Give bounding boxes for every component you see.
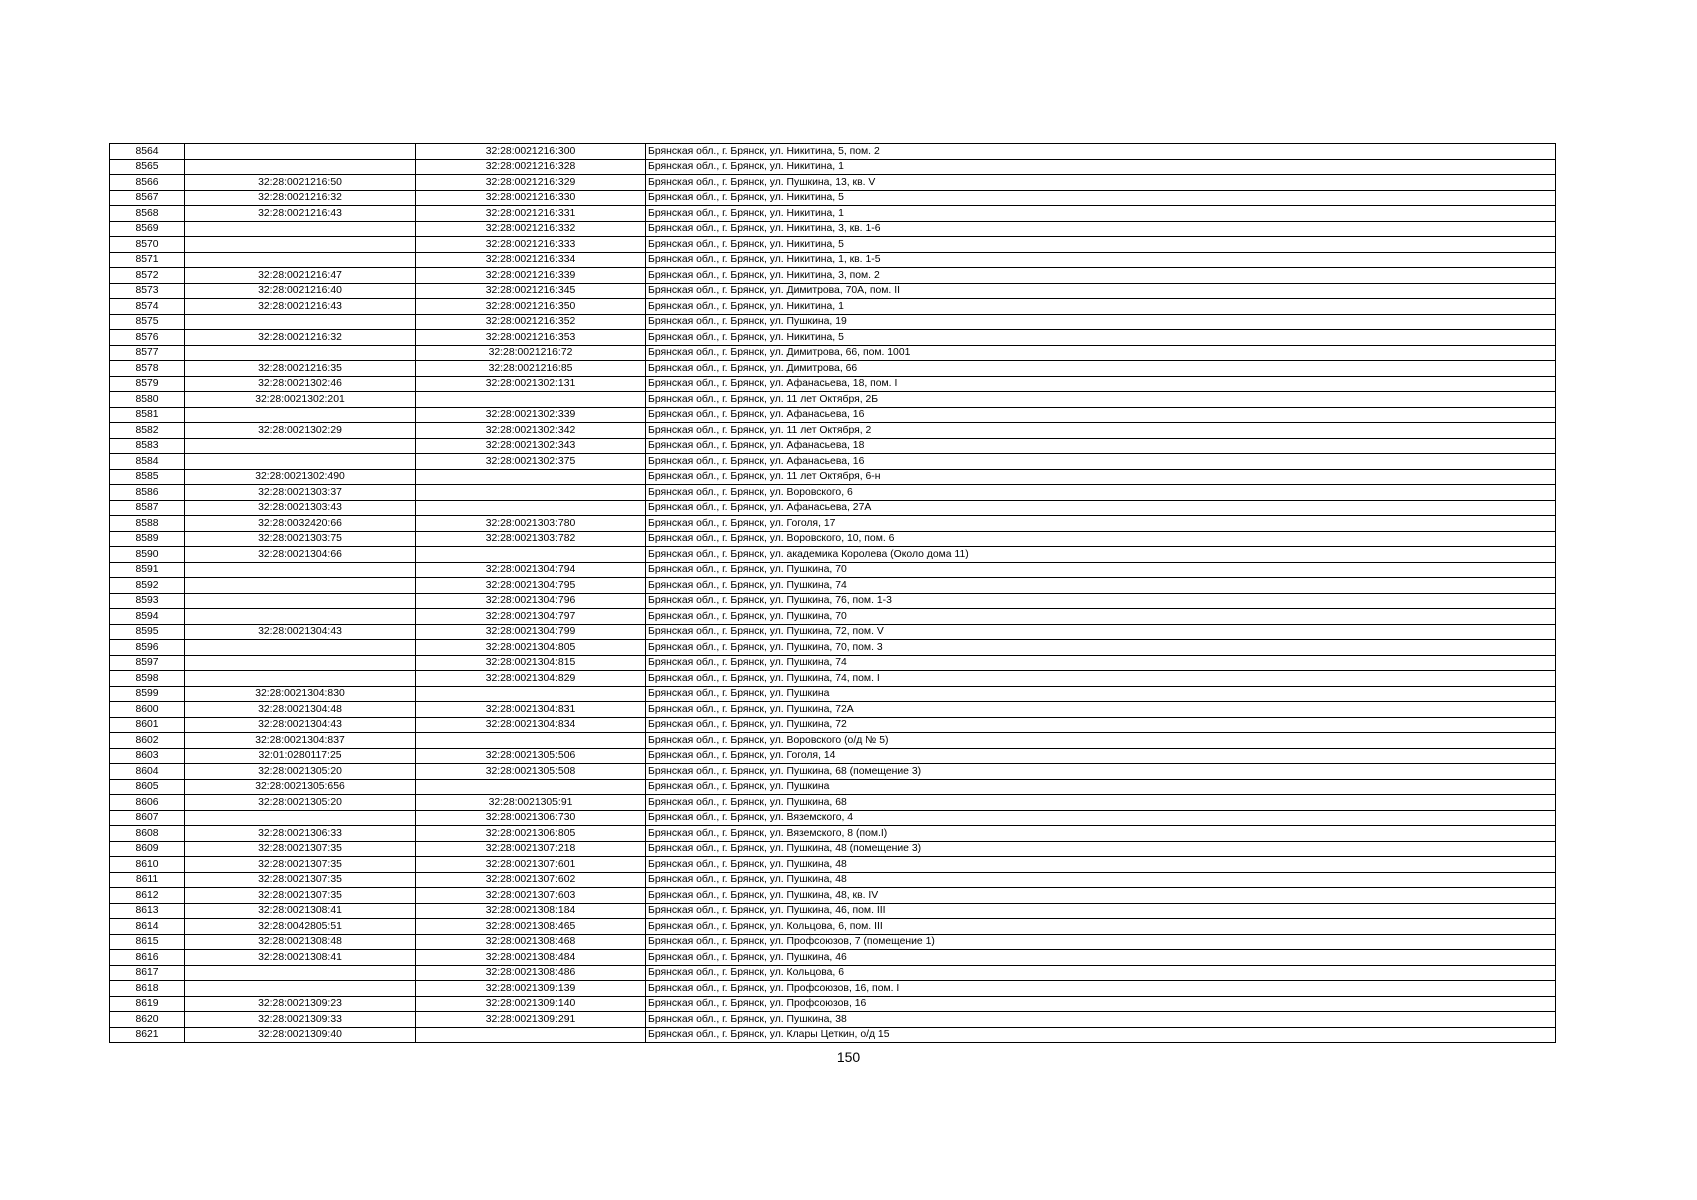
- row-number-cell: 8609: [110, 841, 185, 857]
- table-row: [110, 686, 1556, 702]
- address-cell: Брянская обл., г. Брянск, ул. Вяземского, 4: [646, 810, 1556, 826]
- cadastral-number-cell: 32:28:0021303:37: [185, 485, 416, 501]
- table-row: [110, 237, 1556, 253]
- address-cell: Брянская обл., г. Брянск, ул. Пушкина, 46: [646, 950, 1556, 966]
- cadastral-number-cell: 32:28:0021304:48: [185, 702, 416, 718]
- cadastral-number-cell: 32:28:0021305:20: [185, 795, 416, 811]
- address-cell: Брянская обл., г. Брянск, ул. 11 лет Октября, 2: [646, 423, 1556, 439]
- table-row: [110, 888, 1556, 904]
- table-row: [110, 516, 1556, 532]
- table-row: [110, 330, 1556, 346]
- object-cadastral-number-cell: [416, 1027, 646, 1043]
- table-row: [110, 531, 1556, 547]
- table-row: [110, 361, 1556, 377]
- address-cell: Брянская обл., г. Брянск, ул. Никитина, 3, пом. 2: [646, 268, 1556, 284]
- object-cadastral-number-cell: 32:28:0021304:797: [416, 609, 646, 625]
- object-cadastral-number-cell: 32:28:0021216:350: [416, 299, 646, 315]
- row-number-cell: 8606: [110, 795, 185, 811]
- table-row: [110, 624, 1556, 640]
- address-cell: Брянская обл., г. Брянск, ул. Профсоюзов, 7 (помещение 1): [646, 934, 1556, 950]
- table-row: [110, 500, 1556, 516]
- address-cell: Брянская обл., г. Брянск, ул. Пушкина, 72, пом. V: [646, 624, 1556, 640]
- object-cadastral-number-cell: 32:28:0021216:329: [416, 175, 646, 191]
- row-number-cell: 8608: [110, 826, 185, 842]
- object-cadastral-number-cell: 32:28:0021304:831: [416, 702, 646, 718]
- cadastral-number-cell: 32:28:0021307:35: [185, 841, 416, 857]
- cadastral-number-cell: 32:28:0021304:43: [185, 717, 416, 733]
- object-cadastral-number-cell: 32:28:0021216:345: [416, 283, 646, 299]
- object-cadastral-number-cell: [416, 733, 646, 749]
- address-cell: Брянская обл., г. Брянск, ул. Пушкина, 74, пом. I: [646, 671, 1556, 687]
- object-cadastral-number-cell: 32:28:0021216:352: [416, 314, 646, 330]
- address-cell: Брянская обл., г. Брянск, ул. Пушкина, 72: [646, 717, 1556, 733]
- row-number-cell: 8573: [110, 283, 185, 299]
- cadastral-number-cell: [185, 345, 416, 361]
- address-cell: Брянская обл., г. Брянск, ул. Никитина, 3, кв. 1-6: [646, 221, 1556, 237]
- cadastral-number-cell: 32:28:0021303:75: [185, 531, 416, 547]
- address-cell: Брянская обл., г. Брянск, ул. Пушкина, 48, кв. IV: [646, 888, 1556, 904]
- row-number-cell: 8579: [110, 376, 185, 392]
- cadastral-number-cell: [185, 454, 416, 470]
- table-row: [110, 206, 1556, 222]
- address-cell: Брянская обл., г. Брянск, ул. Кольцова, 6, пом. III: [646, 919, 1556, 935]
- row-number-cell: 8583: [110, 438, 185, 454]
- table-row: [110, 919, 1556, 935]
- cadastral-number-cell: [185, 640, 416, 656]
- table-row: [110, 547, 1556, 563]
- cadastral-number-cell: 32:01:0280117:25: [185, 748, 416, 764]
- table-row: [110, 469, 1556, 485]
- row-number-cell: 8586: [110, 485, 185, 501]
- row-number-cell: 8612: [110, 888, 185, 904]
- object-cadastral-number-cell: [416, 779, 646, 795]
- object-cadastral-number-cell: 32:28:0021306:805: [416, 826, 646, 842]
- cadastral-number-cell: 32:28:0021305:656: [185, 779, 416, 795]
- row-number-cell: 8602: [110, 733, 185, 749]
- row-number-cell: 8587: [110, 500, 185, 516]
- object-cadastral-number-cell: 32:28:0021304:794: [416, 562, 646, 578]
- cadastral-number-cell: 32:28:0021216:47: [185, 268, 416, 284]
- cadastral-number-cell: 32:28:0021308:41: [185, 950, 416, 966]
- address-cell: Брянская обл., г. Брянск, ул. Кольцова, 6: [646, 965, 1556, 981]
- cadastral-number-cell: [185, 655, 416, 671]
- cadastral-number-cell: 32:28:0021309:40: [185, 1027, 416, 1043]
- row-number-cell: 8616: [110, 950, 185, 966]
- cadastral-number-cell: 32:28:0021308:41: [185, 903, 416, 919]
- cadastral-number-cell: 32:28:0021309:23: [185, 996, 416, 1012]
- cadastral-number-cell: 32:28:0021306:33: [185, 826, 416, 842]
- cadastral-number-cell: [185, 609, 416, 625]
- row-number-cell: 8588: [110, 516, 185, 532]
- address-cell: Брянская обл., г. Брянск, ул. Пушкина, 68: [646, 795, 1556, 811]
- cadastral-number-cell: 32:28:0021307:35: [185, 857, 416, 873]
- cadastral-number-cell: [185, 252, 416, 268]
- row-number-cell: 8564: [110, 144, 185, 160]
- object-cadastral-number-cell: 32:28:0021216:330: [416, 190, 646, 206]
- object-cadastral-number-cell: 32:28:0021305:91: [416, 795, 646, 811]
- table-row: [110, 562, 1556, 578]
- address-cell: Брянская обл., г. Брянск, ул. Пушкина: [646, 779, 1556, 795]
- cadastral-number-cell: [185, 221, 416, 237]
- cadastral-number-cell: 32:28:0021302:201: [185, 392, 416, 408]
- address-cell: Брянская обл., г. Брянск, ул. 11 лет Октября, 2Б: [646, 392, 1556, 408]
- row-number-cell: 8566: [110, 175, 185, 191]
- row-number-cell: 8615: [110, 934, 185, 950]
- object-cadastral-number-cell: [416, 686, 646, 702]
- address-cell: Брянская обл., г. Брянск, ул. Никитина, 5: [646, 330, 1556, 346]
- cadastral-number-cell: [185, 671, 416, 687]
- row-number-cell: 8565: [110, 159, 185, 175]
- row-number-cell: 8618: [110, 981, 185, 997]
- cadastral-number-cell: 32:28:0021309:33: [185, 1012, 416, 1028]
- object-cadastral-number-cell: 32:28:0021306:730: [416, 810, 646, 826]
- object-cadastral-number-cell: 32:28:0021216:332: [416, 221, 646, 237]
- row-number-cell: 8620: [110, 1012, 185, 1028]
- table-row: [110, 252, 1556, 268]
- table-row: [110, 1027, 1556, 1043]
- address-cell: Брянская обл., г. Брянск, ул. Пушкина, 48: [646, 872, 1556, 888]
- object-cadastral-number-cell: 32:28:0021304:834: [416, 717, 646, 733]
- table-row: [110, 221, 1556, 237]
- row-number-cell: 8589: [110, 531, 185, 547]
- row-number-cell: 8594: [110, 609, 185, 625]
- row-number-cell: 8572: [110, 268, 185, 284]
- row-number-cell: 8599: [110, 686, 185, 702]
- table-row: [110, 438, 1556, 454]
- address-cell: Брянская обл., г. Брянск, ул. Пушкина, 70: [646, 562, 1556, 578]
- table-row: [110, 764, 1556, 780]
- table-row: [110, 392, 1556, 408]
- row-number-cell: 8581: [110, 407, 185, 423]
- cadastral-number-cell: 32:28:0021302:46: [185, 376, 416, 392]
- object-cadastral-number-cell: 32:28:0021308:465: [416, 919, 646, 935]
- address-cell: Брянская обл., г. Брянск, ул. Никитина, 1, кв. 1-5: [646, 252, 1556, 268]
- row-number-cell: 8591: [110, 562, 185, 578]
- address-cell: Брянская обл., г. Брянск, ул. Пушкина, 70: [646, 609, 1556, 625]
- object-cadastral-number-cell: 32:28:0021216:353: [416, 330, 646, 346]
- table-row: [110, 779, 1556, 795]
- table-row: [110, 190, 1556, 206]
- cadastral-number-cell: 32:28:0042805:51: [185, 919, 416, 935]
- row-number-cell: 8605: [110, 779, 185, 795]
- object-cadastral-number-cell: 32:28:0021304:829: [416, 671, 646, 687]
- object-cadastral-number-cell: 32:28:0021305:506: [416, 748, 646, 764]
- row-number-cell: 8578: [110, 361, 185, 377]
- address-cell: Брянская обл., г. Брянск, ул. 11 лет Октября, 6-н: [646, 469, 1556, 485]
- object-cadastral-number-cell: 32:28:0021216:334: [416, 252, 646, 268]
- table-row: [110, 454, 1556, 470]
- table-row: [110, 872, 1556, 888]
- cadastral-number-cell: [185, 981, 416, 997]
- row-number-cell: 8614: [110, 919, 185, 935]
- row-number-cell: 8601: [110, 717, 185, 733]
- object-cadastral-number-cell: 32:28:0021304:795: [416, 578, 646, 594]
- object-cadastral-number-cell: 32:28:0021302:375: [416, 454, 646, 470]
- cadastral-number-cell: 32:28:0021304:830: [185, 686, 416, 702]
- cadastral-number-cell: [185, 578, 416, 594]
- address-cell: Брянская обл., г. Брянск, ул. Пушкина, 19: [646, 314, 1556, 330]
- cadastral-number-cell: [185, 314, 416, 330]
- row-number-cell: 8577: [110, 345, 185, 361]
- address-cell: Брянская обл., г. Брянск, ул. Клары Цеткин, о/д 15: [646, 1027, 1556, 1043]
- address-cell: Брянская обл., г. Брянск, ул. Гоголя, 14: [646, 748, 1556, 764]
- table-row: [110, 175, 1556, 191]
- object-cadastral-number-cell: 32:28:0021309:291: [416, 1012, 646, 1028]
- address-cell: Брянская обл., г. Брянск, ул. Никитина, 5, пом. 2: [646, 144, 1556, 160]
- cadastral-number-cell: [185, 965, 416, 981]
- object-cadastral-number-cell: 32:28:0021302:343: [416, 438, 646, 454]
- row-number-cell: 8580: [110, 392, 185, 408]
- object-cadastral-number-cell: 32:28:0021308:184: [416, 903, 646, 919]
- object-cadastral-number-cell: 32:28:0021308:484: [416, 950, 646, 966]
- cadastral-number-cell: 32:28:0021216:40: [185, 283, 416, 299]
- row-number-cell: 8593: [110, 593, 185, 609]
- table-row: [110, 655, 1556, 671]
- object-cadastral-number-cell: 32:28:0021216:331: [416, 206, 646, 222]
- address-cell: Брянская обл., г. Брянск, ул. Никитина, 1: [646, 159, 1556, 175]
- object-cadastral-number-cell: [416, 500, 646, 516]
- cadastral-number-cell: [185, 144, 416, 160]
- object-cadastral-number-cell: 32:28:0021302:339: [416, 407, 646, 423]
- row-number-cell: 8582: [110, 423, 185, 439]
- object-cadastral-number-cell: 32:28:0021307:602: [416, 872, 646, 888]
- cadastral-number-cell: 32:28:0021216:32: [185, 190, 416, 206]
- table-row: [110, 671, 1556, 687]
- table-row: [110, 578, 1556, 594]
- object-cadastral-number-cell: 32:28:0021309:140: [416, 996, 646, 1012]
- cadastral-number-cell: 32:28:0021303:43: [185, 500, 416, 516]
- cadastral-number-cell: [185, 159, 416, 175]
- cadastral-number-cell: [185, 407, 416, 423]
- row-number-cell: 8610: [110, 857, 185, 873]
- registry-table: [109, 143, 1556, 1043]
- object-cadastral-number-cell: [416, 547, 646, 563]
- address-cell: Брянская обл., г. Брянск, ул. Пушкина, 48 (помещение 3): [646, 841, 1556, 857]
- address-cell: Брянская обл., г. Брянск, ул. Пушкина, 76, пом. 1-3: [646, 593, 1556, 609]
- table-row: [110, 950, 1556, 966]
- address-cell: Брянская обл., г. Брянск, ул. Пушкина, 70, пом. 3: [646, 640, 1556, 656]
- address-cell: Брянская обл., г. Брянск, ул. Профсоюзов, 16: [646, 996, 1556, 1012]
- address-cell: Брянская обл., г. Брянск, ул. Димитрова, 66, пом. 1001: [646, 345, 1556, 361]
- table-row: [110, 593, 1556, 609]
- cadastral-number-cell: [185, 562, 416, 578]
- address-cell: Брянская обл., г. Брянск, ул. Никитина, 1: [646, 206, 1556, 222]
- table-row: [110, 717, 1556, 733]
- address-cell: Брянская обл., г. Брянск, ул. Димитрова, 66: [646, 361, 1556, 377]
- row-number-cell: 8574: [110, 299, 185, 315]
- row-number-cell: 8617: [110, 965, 185, 981]
- row-number-cell: 8598: [110, 671, 185, 687]
- cadastral-number-cell: 32:28:0021302:29: [185, 423, 416, 439]
- object-cadastral-number-cell: 32:28:0021304:799: [416, 624, 646, 640]
- row-number-cell: 8611: [110, 872, 185, 888]
- cadastral-number-cell: 32:28:0021216:43: [185, 206, 416, 222]
- cadastral-number-cell: 32:28:0021307:35: [185, 872, 416, 888]
- object-cadastral-number-cell: 32:28:0021302:131: [416, 376, 646, 392]
- object-cadastral-number-cell: [416, 485, 646, 501]
- cadastral-number-cell: 32:28:0021308:48: [185, 934, 416, 950]
- object-cadastral-number-cell: 32:28:0021307:603: [416, 888, 646, 904]
- row-number-cell: 8619: [110, 996, 185, 1012]
- address-cell: Брянская обл., г. Брянск, ул. Воровского, 6: [646, 485, 1556, 501]
- cadastral-number-cell: [185, 593, 416, 609]
- object-cadastral-number-cell: [416, 469, 646, 485]
- row-number-cell: 8595: [110, 624, 185, 640]
- address-cell: Брянская обл., г. Брянск, ул. Профсоюзов, 16, пом. I: [646, 981, 1556, 997]
- object-cadastral-number-cell: 32:28:0021305:508: [416, 764, 646, 780]
- table-row: [110, 376, 1556, 392]
- table-row: [110, 934, 1556, 950]
- object-cadastral-number-cell: 32:28:0021307:601: [416, 857, 646, 873]
- row-number-cell: 8621: [110, 1027, 185, 1043]
- table-row: [110, 981, 1556, 997]
- table-row: [110, 268, 1556, 284]
- table-row: [110, 609, 1556, 625]
- row-number-cell: 8597: [110, 655, 185, 671]
- address-cell: Брянская обл., г. Брянск, ул. Пушкина, 48: [646, 857, 1556, 873]
- row-number-cell: 8584: [110, 454, 185, 470]
- cadastral-number-cell: 32:28:0021304:43: [185, 624, 416, 640]
- cadastral-number-cell: 32:28:0021216:32: [185, 330, 416, 346]
- cadastral-number-cell: 32:28:0021216:35: [185, 361, 416, 377]
- row-number-cell: 8575: [110, 314, 185, 330]
- row-number-cell: 8567: [110, 190, 185, 206]
- address-cell: Брянская обл., г. Брянск, ул. Никитина, 5: [646, 190, 1556, 206]
- table-row: [110, 314, 1556, 330]
- table-row: [110, 965, 1556, 981]
- cadastral-number-cell: [185, 438, 416, 454]
- address-cell: Брянская обл., г. Брянск, ул. Пушкина: [646, 686, 1556, 702]
- address-cell: Брянская обл., г. Брянск, ул. Воровского, 10, пом. 6: [646, 531, 1556, 547]
- cadastral-number-cell: [185, 237, 416, 253]
- address-cell: Брянская обл., г. Брянск, ул. Пушкина, 46, пом. III: [646, 903, 1556, 919]
- address-cell: Брянская обл., г. Брянск, ул. Гоголя, 17: [646, 516, 1556, 532]
- row-number-cell: 8570: [110, 237, 185, 253]
- object-cadastral-number-cell: 32:28:0021308:486: [416, 965, 646, 981]
- address-cell: Брянская обл., г. Брянск, ул. Афанасьева, 18, пом. I: [646, 376, 1556, 392]
- table-row: [110, 485, 1556, 501]
- table-row: [110, 795, 1556, 811]
- cadastral-number-cell: [185, 810, 416, 826]
- object-cadastral-number-cell: 32:28:0021304:815: [416, 655, 646, 671]
- table-row: [110, 996, 1556, 1012]
- object-cadastral-number-cell: 32:28:0021304:796: [416, 593, 646, 609]
- object-cadastral-number-cell: 32:28:0021307:218: [416, 841, 646, 857]
- table-row: [110, 826, 1556, 842]
- row-number-cell: 8576: [110, 330, 185, 346]
- table-row: [110, 857, 1556, 873]
- table-row: [110, 841, 1556, 857]
- address-cell: Брянская обл., г. Брянск, ул. Пушкина, 68 (помещение 3): [646, 764, 1556, 780]
- table-row: [110, 144, 1556, 160]
- address-cell: Брянская обл., г. Брянск, ул. Димитрова, 70А, пом. II: [646, 283, 1556, 299]
- object-cadastral-number-cell: 32:28:0021216:333: [416, 237, 646, 253]
- object-cadastral-number-cell: 32:28:0021302:342: [416, 423, 646, 439]
- row-number-cell: 8569: [110, 221, 185, 237]
- row-number-cell: 8596: [110, 640, 185, 656]
- cadastral-number-cell: 32:28:0021307:35: [185, 888, 416, 904]
- address-cell: Брянская обл., г. Брянск, ул. Никитина, 1: [646, 299, 1556, 315]
- address-cell: Брянская обл., г. Брянск, ул. Афанасьева, 18: [646, 438, 1556, 454]
- table-row: [110, 407, 1556, 423]
- table-row: [110, 1012, 1556, 1028]
- cadastral-number-cell: 32:28:0021304:66: [185, 547, 416, 563]
- address-cell: Брянская обл., г. Брянск, ул. академика Королева (Около дома 11): [646, 547, 1556, 563]
- table-row: [110, 640, 1556, 656]
- row-number-cell: 8592: [110, 578, 185, 594]
- object-cadastral-number-cell: 32:28:0021216:328: [416, 159, 646, 175]
- address-cell: Брянская обл., г. Брянск, ул. Воровского (о/д № 5): [646, 733, 1556, 749]
- address-cell: Брянская обл., г. Брянск, ул. Пушкина, 13, кв. V: [646, 175, 1556, 191]
- row-number-cell: 8590: [110, 547, 185, 563]
- address-cell: Брянская обл., г. Брянск, ул. Афанасьева, 16: [646, 454, 1556, 470]
- address-cell: Брянская обл., г. Брянск, ул. Афанасьева, 16: [646, 407, 1556, 423]
- table-row: [110, 702, 1556, 718]
- address-cell: Брянская обл., г. Брянск, ул. Пушкина, 74: [646, 578, 1556, 594]
- row-number-cell: 8571: [110, 252, 185, 268]
- table-row: [110, 903, 1556, 919]
- object-cadastral-number-cell: [416, 392, 646, 408]
- object-cadastral-number-cell: 32:28:0021309:139: [416, 981, 646, 997]
- page-number: 150: [836, 1049, 861, 1065]
- cadastral-number-cell: 32:28:0021216:50: [185, 175, 416, 191]
- row-number-cell: 8604: [110, 764, 185, 780]
- object-cadastral-number-cell: 32:28:0021216:72: [416, 345, 646, 361]
- table-row: [110, 810, 1556, 826]
- object-cadastral-number-cell: 32:28:0021216:339: [416, 268, 646, 284]
- table-row: [110, 423, 1556, 439]
- cadastral-number-cell: 32:28:0021302:490: [185, 469, 416, 485]
- cadastral-number-cell: 32:28:0021304:837: [185, 733, 416, 749]
- row-number-cell: 8600: [110, 702, 185, 718]
- registry-table-body: [110, 144, 1556, 1043]
- cadastral-number-cell: 32:28:0021216:43: [185, 299, 416, 315]
- row-number-cell: 8613: [110, 903, 185, 919]
- address-cell: Брянская обл., г. Брянск, ул. Афанасьева, 27А: [646, 500, 1556, 516]
- object-cadastral-number-cell: 32:28:0021216:300: [416, 144, 646, 160]
- table-row: [110, 748, 1556, 764]
- object-cadastral-number-cell: 32:28:0021303:780: [416, 516, 646, 532]
- object-cadastral-number-cell: 32:28:0021216:85: [416, 361, 646, 377]
- row-number-cell: 8585: [110, 469, 185, 485]
- row-number-cell: 8568: [110, 206, 185, 222]
- address-cell: Брянская обл., г. Брянск, ул. Пушкина, 38: [646, 1012, 1556, 1028]
- cadastral-number-cell: 32:28:0032420:66: [185, 516, 416, 532]
- table-row: [110, 159, 1556, 175]
- address-cell: Брянская обл., г. Брянск, ул. Пушкина, 72А: [646, 702, 1556, 718]
- object-cadastral-number-cell: 32:28:0021303:782: [416, 531, 646, 547]
- row-number-cell: 8607: [110, 810, 185, 826]
- object-cadastral-number-cell: 32:28:0021304:805: [416, 640, 646, 656]
- address-cell: Брянская обл., г. Брянск, ул. Пушкина, 74: [646, 655, 1556, 671]
- table-row: [110, 299, 1556, 315]
- cadastral-number-cell: 32:28:0021305:20: [185, 764, 416, 780]
- row-number-cell: 8603: [110, 748, 185, 764]
- table-row: [110, 345, 1556, 361]
- table-row: [110, 733, 1556, 749]
- table-row: [110, 283, 1556, 299]
- address-cell: Брянская обл., г. Брянск, ул. Вяземского, 8 (пом.I): [646, 826, 1556, 842]
- address-cell: Брянская обл., г. Брянск, ул. Никитина, 5: [646, 237, 1556, 253]
- object-cadastral-number-cell: 32:28:0021308:468: [416, 934, 646, 950]
